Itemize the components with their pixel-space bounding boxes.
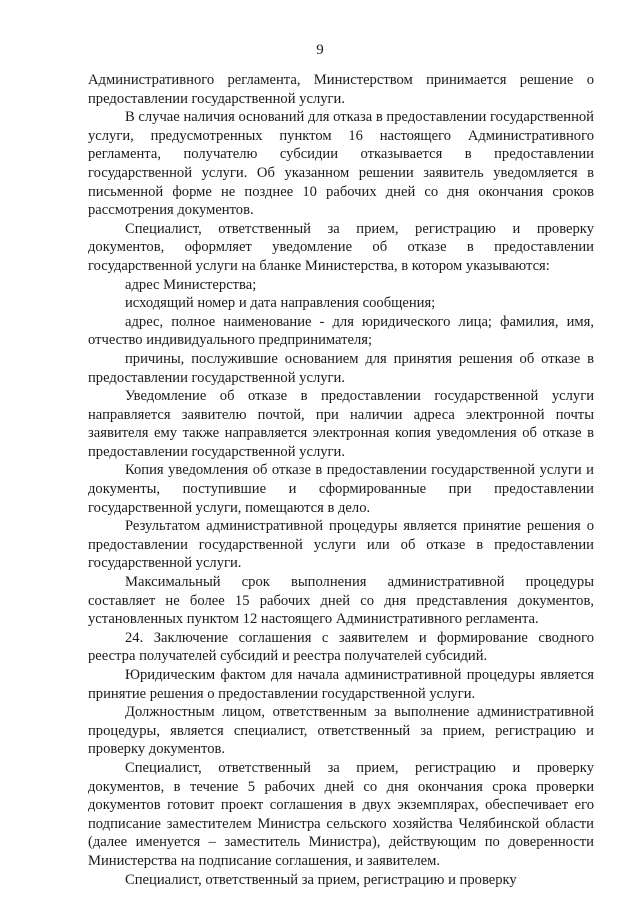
paragraph: Специалист, ответственный за прием, регистрацию и проверку документов, оформляет уведомление об отказе в предоставлении государственной услуги на бланке Министерства, в котором указываются: — [88, 220, 594, 274]
paragraph: Копия уведомления об отказе в предоставлении государственной услуги и документы, поступившие и сформированные при предоставлении государственной услуги, помещаются в дело. — [88, 462, 594, 516]
list-item: причины, послужившие основанием для принятия решения об отказе в предоставлении государственной услуги. — [88, 350, 594, 386]
paragraph: В случае наличия оснований для отказа в предоставлении государственной услуги, предусмотренных пунктом 16 настоящего Административного регламента, получателю субсидии отказывается в предоставлении государственной услуги. Об указанном решении заявитель уведомляется в письменной форме не позднее 10 рабочих дней со дня окончания сроков рассмотрения документов. — [88, 109, 594, 219]
list-item: адрес, полное наименование - для юридического лица; фамилия, имя, отчество индивидуального предпринимателя; — [88, 313, 594, 349]
paragraph: Уведомление об отказе в предоставлении государственной услуги направляется заявителю почтой, при наличии адреса электронной почты заявителя ему также направляется электронная копия уведомления об отказе в предоставлении государственной услуги. — [88, 388, 594, 460]
paragraph: Специалист, ответственный за прием, регистрацию и проверку — [125, 871, 517, 888]
document-body — [88, 71, 594, 889]
paragraph: Административного регламента, Министерством принимается решение о предоставлении государственной услуги. — [88, 72, 594, 107]
list-item: исходящий номер и дата направления сообщения; — [125, 295, 436, 312]
paragraph: Юридическим фактом для начала административной процедуры является принятие решения о предоставлении государственной услуги. — [88, 667, 594, 702]
paragraph: Должностным лицом, ответственным за выполнение административной процедуры, является специалист, ответственный за прием, регистрацию и проверку документов. — [88, 704, 594, 758]
section-heading: 24. Заключение соглашения с заявителем и формирование сводного реестра получателей субсидий и реестра получателей субсидий. — [88, 629, 594, 665]
paragraph: Результатом административной процедуры является принятие решения о предоставлении государственной услуги или об отказе в предоставлении государственной услуги. — [88, 518, 594, 572]
list-item: адрес Министерства; — [125, 276, 257, 293]
paragraph: Максимальный срок выполнения административной процедуры составляет не более 15 рабочих дней со дня представления документов, установленных пунктом 12 настоящего Административного регламента. — [88, 574, 594, 628]
page-number: 9 — [316, 42, 324, 58]
paragraph: Специалист, ответственный за прием, регистрацию и проверку документов, в течение 5 рабочих дней со дня окончания срока проверки документов готовит проект соглашения в двух экземплярах, обеспечивает его подписание заместителем Министра сельского хозяйства Челябинской области (далее именуется – заместитель Министра), действующим по доверенности Министерства на подписание соглашения, и заявителем. — [88, 759, 594, 869]
